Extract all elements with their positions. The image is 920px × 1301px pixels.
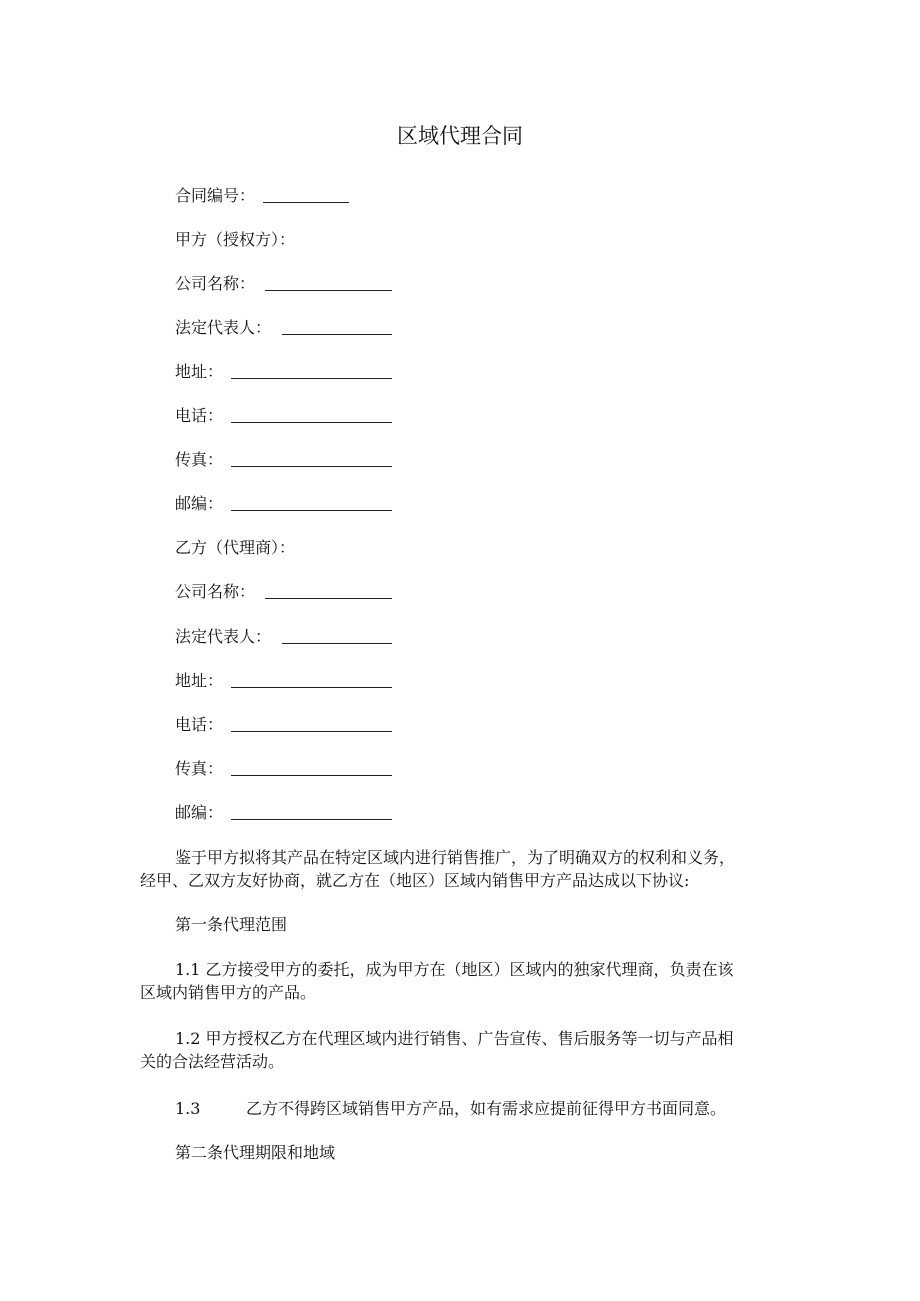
preamble-line-1: 鉴于甲方拟将其产品在特定区域内进行销售推广，为了明确双方的权利和义务， — [175, 848, 736, 867]
party-b-phone-label: 电话： — [175, 715, 224, 734]
clause-1-1-paragraph — [140, 958, 780, 1004]
contract-number-field — [175, 185, 255, 207]
party-a-heading: 甲方（授权方）： — [175, 230, 296, 249]
party-b-postcode-field — [175, 802, 223, 824]
clause-1-3-number: 1.3 — [175, 1099, 201, 1118]
clause-1-2-line-1: 1.2 甲方授权乙方在代理区域内进行销售、广告宣传、售后服务等一切与产品相 — [175, 1029, 734, 1048]
party-b-postcode-blank[interactable] — [231, 819, 392, 820]
contract-number-label: 合同编号： — [175, 186, 256, 205]
party-a-legal-rep-blank[interactable] — [282, 334, 392, 335]
clause-1-1-line-2: 区域内销售甲方的产品。 — [140, 983, 317, 1002]
party-a-address-blank[interactable] — [231, 378, 392, 379]
document-title: 区域代理合同 — [397, 124, 523, 148]
party-a-fax-label: 传真： — [175, 450, 224, 469]
article-1-heading: 第一条代理范围 — [175, 915, 288, 934]
party-b-heading: 乙方（代理商）： — [175, 538, 296, 557]
party-b-address-blank[interactable] — [231, 687, 392, 688]
party-a-postcode-field — [175, 493, 223, 515]
party-b-fax-label: 传真： — [175, 759, 224, 778]
party-a-phone-blank[interactable] — [231, 422, 392, 423]
party-b-address-field — [175, 670, 223, 692]
clause-1-3-text: 乙方不得跨区域销售甲方产品，如有需求应提前征得甲方书面同意。 — [246, 1099, 727, 1118]
party-b-company-label: 公司名称： — [175, 582, 256, 601]
party-a-address-label: 地址： — [175, 362, 224, 381]
clause-1-3-paragraph — [175, 1098, 727, 1120]
party-a-fax-blank[interactable] — [231, 466, 392, 467]
party-a-legal-rep-label: 法定代表人： — [175, 318, 272, 337]
party-a-company-label: 公司名称： — [175, 274, 256, 293]
article-2-heading: 第二条代理期限和地域 — [175, 1143, 336, 1162]
party-b-postcode-label: 邮编： — [175, 803, 224, 822]
party-b-legal-rep-field — [175, 626, 271, 648]
party-b-address-label: 地址： — [175, 671, 224, 690]
contract-number-blank[interactable] — [263, 202, 349, 203]
party-a-company-blank[interactable] — [265, 290, 392, 291]
party-b-legal-rep-label: 法定代表人： — [175, 627, 272, 646]
preamble-paragraph — [140, 846, 780, 892]
party-a-postcode-label: 邮编： — [175, 494, 224, 513]
party-a-fax-field — [175, 449, 223, 471]
clause-1-2-paragraph — [140, 1027, 780, 1073]
party-a-legal-rep-field — [175, 317, 271, 339]
clause-1-1-line-1: 1.1 乙方接受甲方的委托，成为甲方在（地区）区域内的独家代理商，负责在该 — [175, 960, 734, 979]
party-b-fax-blank[interactable] — [231, 775, 392, 776]
preamble-line-2: 经甲、乙双方友好协商，就乙方在（地区）区域内销售甲方产品达成以下协议: — [140, 871, 690, 890]
party-b-fax-field — [175, 758, 223, 780]
party-b-phone-field — [175, 714, 223, 736]
party-a-postcode-blank[interactable] — [231, 510, 392, 511]
party-a-address-field — [175, 361, 223, 383]
party-a-phone-label: 电话： — [175, 406, 224, 425]
party-b-company-field — [175, 581, 255, 603]
party-b-legal-rep-blank[interactable] — [282, 643, 392, 644]
party-b-company-blank[interactable] — [265, 598, 392, 599]
party-a-company-field — [175, 273, 255, 295]
party-a-phone-field — [175, 405, 223, 427]
clause-1-2-line-2: 关的合法经营活动。 — [140, 1052, 285, 1071]
party-b-phone-blank[interactable] — [231, 731, 392, 732]
